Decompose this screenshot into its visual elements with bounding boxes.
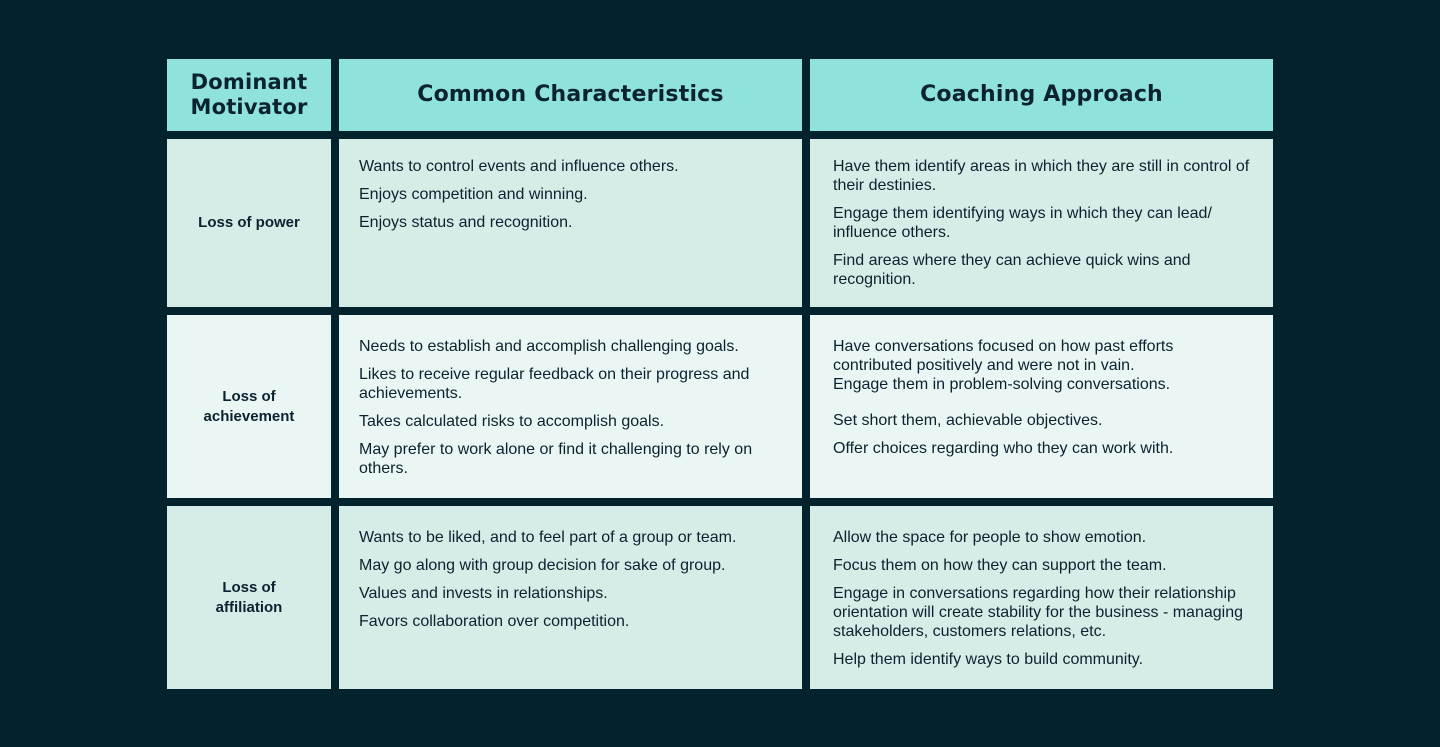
motivator-label: Loss of affiliation (215, 578, 283, 616)
approach-item: Offer choices regarding who they can work with. (833, 440, 1174, 457)
approach-item: Help them identify ways to build community. (833, 651, 1144, 668)
motivator-cell-power (167, 139, 331, 307)
approach-item: Engage them identifying ways in which they can lead/ influence others. (833, 205, 1212, 241)
approach-item: Allow the space for people to show emotion. (833, 529, 1147, 546)
approach-item: Engage them in problem-solving conversations. (833, 376, 1171, 393)
approach-item: Find areas where they can achieve quick wins and recognition. (833, 252, 1191, 288)
motivator-table (167, 59, 1273, 689)
approach-cell-power (810, 139, 1273, 307)
approach-item: Engage in conversations regarding how their relationship orientation will create stability for the business - managing stakeholders, customers relations, etc. (833, 585, 1243, 640)
approach-item: Focus them on how they can support the team. (833, 557, 1167, 574)
characteristic-item: Enjoys competition and winning. (359, 186, 588, 203)
characteristics-cell-affiliation (339, 506, 802, 689)
motivator-label: Loss of power (198, 214, 300, 231)
approach-cell-affiliation (810, 506, 1273, 689)
header-coaching-approach-label: Coaching Approach (920, 82, 1163, 107)
header-common-characteristics-label: Common Characteristics (417, 82, 724, 107)
characteristic-item: Wants to control events and influence others. (359, 158, 679, 175)
characteristic-item: Likes to receive regular feedback on their progress and achievements. (359, 366, 750, 402)
motivator-label: Loss of achievement (203, 387, 295, 425)
characteristic-item: Needs to establish and accomplish challenging goals. (359, 338, 739, 355)
approach-item: Have conversations focused on how past efforts contributed positively and were not in vain. (833, 338, 1174, 374)
characteristic-item: Favors collaboration over competition. (359, 613, 630, 630)
characteristic-item: Enjoys status and recognition. (359, 214, 573, 231)
approach-item: Set short them, achievable objectives. (833, 412, 1103, 429)
characteristic-item: Wants to be liked, and to feel part of a group or team. (359, 529, 737, 546)
header-coaching-approach (810, 59, 1273, 131)
header-dominant-motivator (167, 59, 331, 131)
approach-item: Have them identify areas in which they are still in control of their destinies. (833, 158, 1250, 194)
approach-cell-achievement (810, 315, 1273, 498)
characteristics-cell-achievement (339, 315, 802, 498)
characteristic-item: May prefer to work alone or find it challenging to rely on others. (359, 441, 753, 477)
characteristic-item: May go along with group decision for sake of group. (359, 557, 726, 574)
header-common-characteristics (339, 59, 802, 131)
motivator-cell-affiliation (167, 506, 331, 689)
characteristic-item: Takes calculated risks to accomplish goals. (359, 413, 665, 430)
motivator-cell-achievement (167, 315, 331, 498)
header-dominant-motivator-label: Dominant Motivator (190, 70, 308, 119)
characteristics-cell-power (339, 139, 802, 307)
characteristic-item: Values and invests in relationships. (359, 585, 608, 602)
